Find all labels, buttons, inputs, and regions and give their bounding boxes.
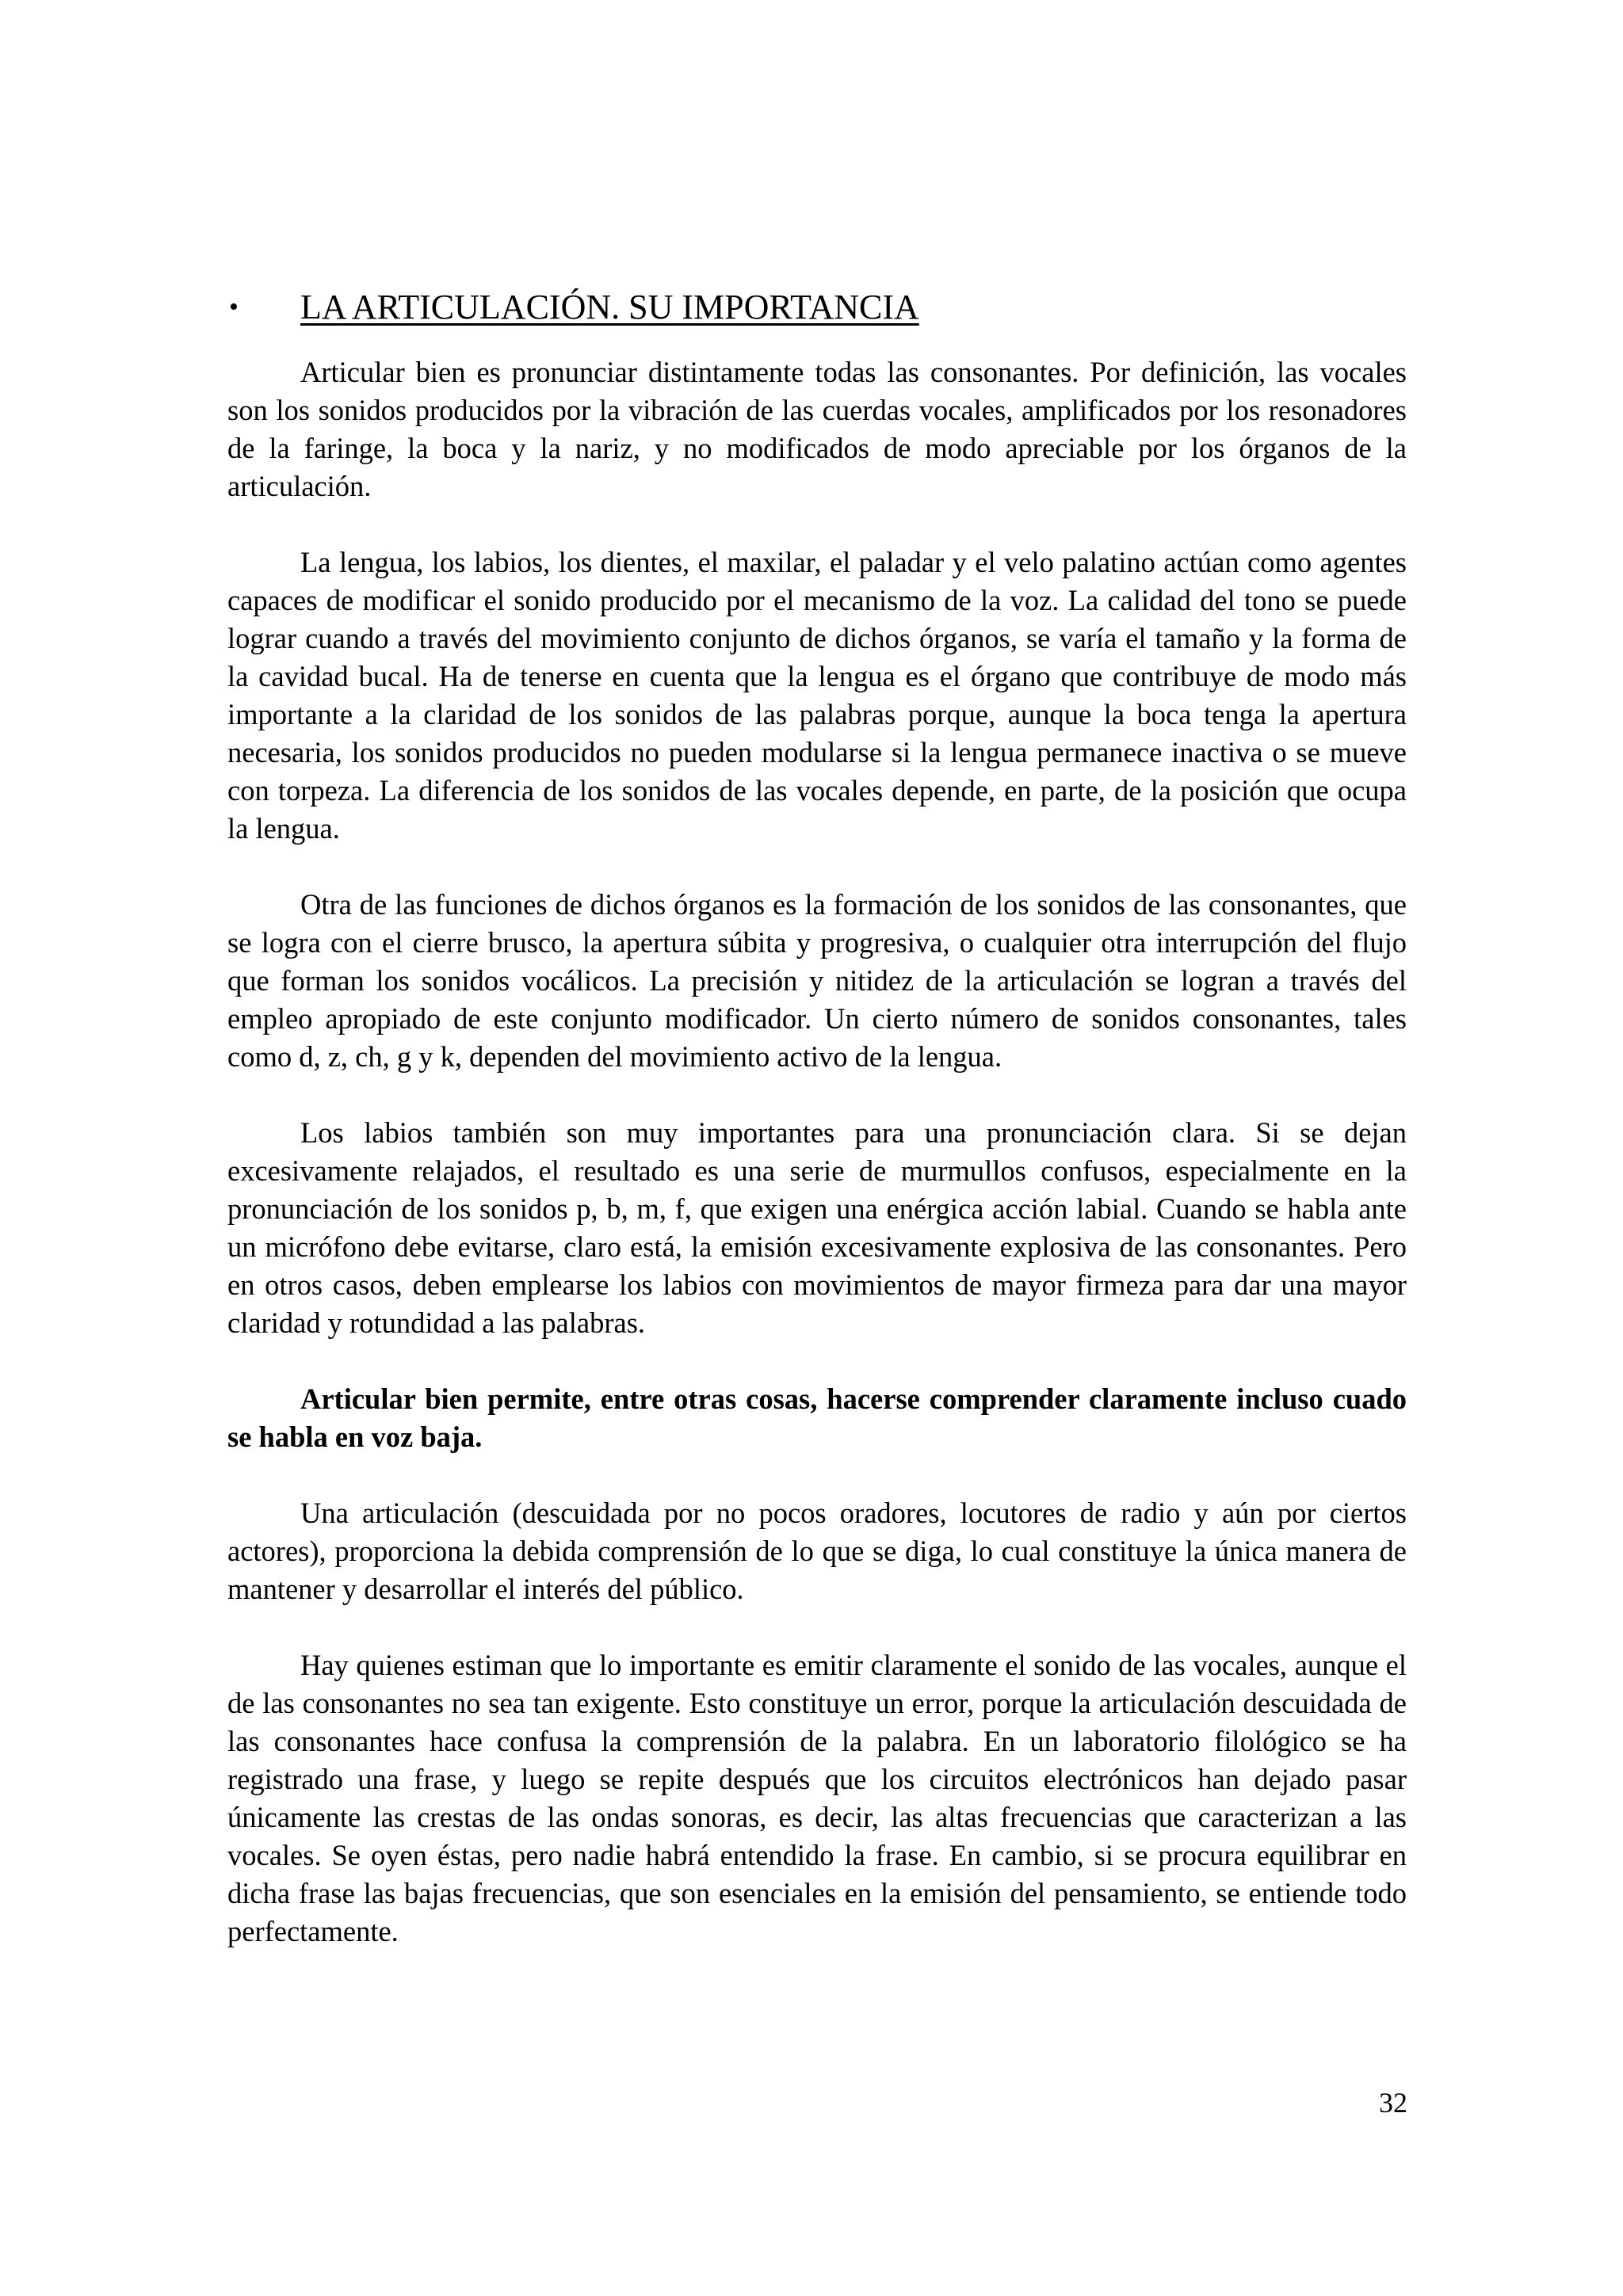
paragraph-lips: Los labios también son muy importantes para una pronunciación clara. Si se dejan excesivamente relajados, el resultado es una serie de murmullos confusos, especialmente en la pronunciación de los sonidos p, b, m, f, que exigen una enérgica acción labial. Cuando se habla ante un micrófono debe evitarse, claro está, la emisión excesivamente explosiva de las consonantes. Pero en otros casos, deben emplearse los labios con movimientos de mayor firmeza para dar una mayor claridad y rotundidad a las palabras. bbox=[227, 1116, 1407, 1339]
paragraph-definition: Articular bien es pronunciar distintamente todas las consonantes. Por definición, las vocales son los sonidos producidos por la vibración de las cuerdas vocales, amplificados por los resonadores de la faringe, la boca y la nariz, y no modificados de modo apreciable por los órganos de la articulación. bbox=[227, 356, 1407, 502]
paragraph-organs: La lengua, los labios, los dientes, el maxilar, el paladar y el velo palatino actúan como agentes capaces de modificar el sonido producido por el mecanismo de la voz. La calidad del tono se puede lograr cuando a través del movimiento conjunto de dichos órganos, se varía el tamaño y la forma de la cavidad bucal. Ha de tenerse en cuenta que la lengua es el órgano que contribuye de modo más importante a la claridad de los sonidos de las palabras porque, aunque la boca tenga la apertura necesaria, los sonidos producidos no pueden modularse si la lengua permanece inactiva o se mueve con torpeza. La diferencia de los sonidos de las vocales depende, en parte, de la posición que ocupa la lengua. bbox=[227, 546, 1407, 845]
paragraph-consonants: Otra de las funciones de dichos órganos es la formación de los sonidos de las consonantes, que se logra con el cierre brusco, la apertura súbita y progresiva, o cualquier otra interrupción del flujo que forman los sonidos vocálicos. La precisión y nitidez de la articulación se logran a través del empleo apropiado de este conjunto modificador. Un cierto número de sonidos consonantes, tales como d, z, ch, g y k, dependen del movimiento activo de la lengua. bbox=[227, 888, 1407, 1073]
page-number: 32 bbox=[1379, 2087, 1407, 2119]
page-content bbox=[227, 284, 1407, 1989]
section-heading bbox=[227, 284, 1407, 331]
paragraph-laboratory: Hay quienes estiman que lo importante es emitir claramente el sonido de las vocales, aunque el de las consonantes no sea tan exigente. Esto constituye un error, porque la articulación descuidada de las consonantes hace confusa la comprensión de la palabra. En un laboratorio filológico se ha registrado una frase, y luego se repite después que los circuitos electrónicos han dejado pasar únicamente las crestas de las ondas sonoras, es decir, las altas frecuencias que caracterizan a las vocales. Se oyen éstas, pero nadie habrá entendido la frase. En cambio, si se procura equilibrar en dicha frase las bajas frecuencias, que son esenciales en la emisión del pensamiento, se entiende todo perfectamente. bbox=[227, 1649, 1407, 1947]
paragraph-comprehension: Una articulación (descuidada por no pocos oradores, locutores de radio y aún por ciertos actores), proporciona la debida comprensión de lo que se diga, lo cual constituye la única manera de mantener y desarrollar el interés del público. bbox=[227, 1497, 1407, 1605]
bullet-icon: • bbox=[229, 292, 239, 322]
section-title: LA ARTICULACIÓN. SU IMPORTANCIA bbox=[300, 288, 919, 326]
paragraph-emphasis: Articular bien permite, entre otras cosas, hacerse comprender claramente incluso cuado se habla en voz baja. bbox=[227, 1383, 1407, 1453]
